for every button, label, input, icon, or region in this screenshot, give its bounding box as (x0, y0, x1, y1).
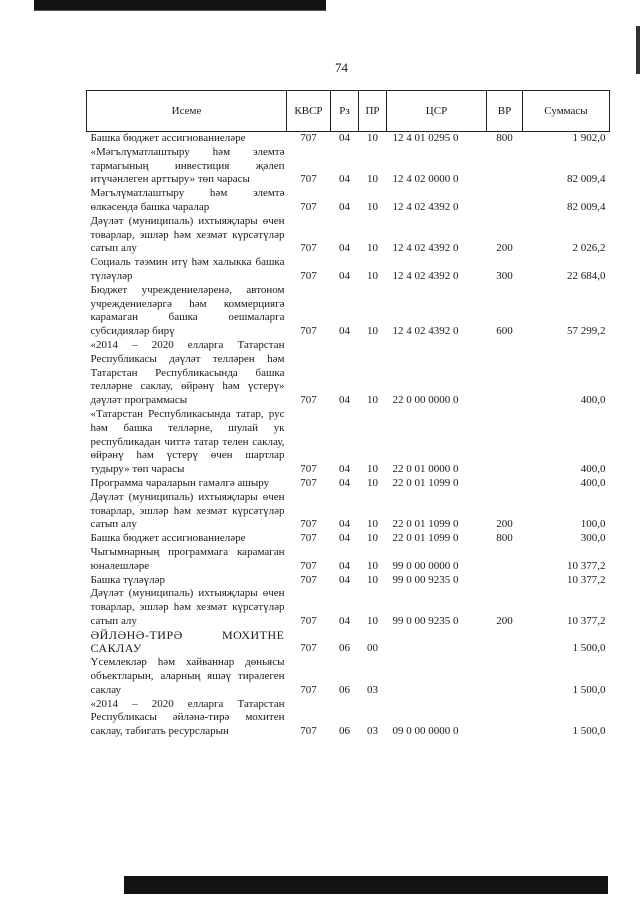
cell-csr: 22 0 01 1099 0 (392, 476, 459, 489)
header-sum: Суммасы (523, 91, 610, 132)
cell-vr (487, 187, 523, 215)
cell-rz: 04 (339, 476, 350, 489)
cell-rz: 04 (339, 269, 350, 282)
cell-sum: 400,0 (580, 394, 606, 407)
cell-rz: 04 (339, 518, 350, 531)
cell-sum: 22 684,0 (567, 269, 606, 282)
cell-rz: 04 (339, 614, 350, 627)
cell-csr: 12 4 02 4392 0 (392, 269, 459, 282)
table-row (87, 146, 610, 187)
cell-kvsr: 707 (300, 518, 317, 531)
table-row (87, 215, 610, 256)
cell-name: ӘЙЛӘНӘ-ТИРӘ МОХИТНЕ САКЛАУ (90, 627, 285, 656)
table-row (87, 339, 610, 408)
cell-kvsr: 707 (300, 394, 317, 407)
cell-sum: 300,0 (580, 532, 606, 545)
budget-table-container (86, 90, 609, 739)
cell-kvsr: 707 (300, 559, 317, 572)
cell-kvsr: 707 (300, 683, 317, 696)
cell-kvsr: 707 (300, 132, 317, 144)
scan-edge-top (34, 0, 326, 11)
table-body (87, 132, 610, 740)
cell-csr: 12 4 01 0295 0 (392, 132, 459, 144)
cell-rz: 04 (339, 559, 350, 572)
cell-sum: 1 500,0 (572, 642, 606, 655)
table-row (87, 656, 610, 697)
cell-name: Дәүләт (муниципаль) ихтыяҗлары өчен товарлар, эшләр һәм хезмәт күрсәтүләр сатып алу (90, 587, 285, 627)
cell-csr: 99 0 00 9235 0 (392, 614, 459, 627)
cell-sum: 10 377,2 (567, 614, 606, 627)
cell-rz: 04 (339, 463, 350, 476)
cell-csr: 22 0 01 1099 0 (392, 532, 459, 545)
header-csr: ЦСР (387, 91, 487, 132)
cell-vr: 300 (496, 269, 513, 282)
cell-pr: 10 (367, 394, 378, 407)
cell-vr (487, 546, 523, 574)
cell-name: Башка түләүләр (90, 573, 166, 586)
cell-csr: 99 0 00 9235 0 (392, 573, 459, 586)
cell-rz: 06 (339, 642, 350, 655)
table-row (87, 491, 610, 532)
budget-table (86, 90, 610, 739)
cell-rz: 04 (339, 325, 350, 338)
cell-vr (487, 477, 523, 491)
cell-vr: 800 (496, 132, 513, 144)
cell-vr: 800 (496, 532, 513, 545)
cell-kvsr: 707 (300, 200, 317, 213)
header-name: Исеме (87, 91, 287, 132)
table-row (87, 187, 610, 215)
cell-csr: 22 0 01 1099 0 (392, 518, 459, 531)
cell-name: Чыгымнарның программага карамаган юнәлешләре (90, 545, 285, 572)
cell-sum: 1 902,0 (572, 132, 606, 144)
cell-kvsr: 707 (300, 532, 317, 545)
cell-name: Мәгълүматлаштыру һәм элемтә өлкәсендә башка чаралар (90, 187, 285, 213)
cell-kvsr: 707 (300, 573, 317, 586)
cell-sum: 10 377,2 (567, 573, 606, 586)
cell-rz: 06 (339, 683, 350, 696)
cell-name: Үсемлекләр һәм хайваннар дөньясы объектларын, аларның яшәү тирәлеген саклау (90, 656, 285, 696)
header-rz: Рз (331, 91, 359, 132)
cell-vr: 200 (496, 518, 513, 531)
cell-csr: 12 4 02 0000 0 (392, 173, 459, 186)
cell-pr: 03 (367, 725, 378, 738)
table-row (87, 574, 610, 588)
table-row (87, 629, 610, 657)
cell-vr (487, 574, 523, 588)
table-header-row (87, 91, 610, 132)
cell-rz: 04 (339, 242, 350, 255)
cell-vr (487, 339, 523, 408)
cell-rz: 04 (339, 173, 350, 186)
cell-vr: 200 (496, 614, 513, 627)
cell-pr: 10 (367, 476, 378, 489)
table-row (87, 587, 610, 628)
cell-kvsr: 707 (300, 476, 317, 489)
cell-name: Башка бюджет ассигнованиеләре (90, 132, 246, 144)
cell-name: «Татарстан Республикасында татар, рус һәм башка телләрне, шулай ук республикадан читтә татар телен саклау, өйрәнү һәм үстерү өчен шартлар тудыру» төп чарасы (90, 407, 285, 476)
cell-sum: 57 299,2 (567, 325, 606, 338)
cell-name: Социаль тәэмин итү һәм халыкка башка түләүләр (90, 256, 285, 282)
cell-pr: 10 (367, 173, 378, 186)
header-vr: ВР (487, 91, 523, 132)
table-row (87, 532, 610, 546)
cell-kvsr: 707 (300, 642, 317, 655)
cell-kvsr: 707 (300, 614, 317, 627)
cell-pr: 10 (367, 132, 378, 144)
cell-vr (487, 629, 523, 657)
cell-pr: 10 (367, 463, 378, 476)
cell-sum: 400,0 (580, 476, 606, 489)
cell-pr: 03 (367, 683, 378, 696)
cell-csr (387, 656, 487, 697)
header-kvsr: КВСР (287, 91, 331, 132)
cell-pr: 10 (367, 242, 378, 255)
scan-edge-bottom (124, 876, 608, 894)
cell-kvsr: 707 (300, 242, 317, 255)
cell-pr: 10 (367, 269, 378, 282)
cell-pr: 00 (367, 642, 378, 655)
cell-sum: 400,0 (580, 463, 606, 476)
cell-vr (487, 656, 523, 697)
cell-pr: 10 (367, 518, 378, 531)
cell-sum: 1 500,0 (572, 683, 606, 696)
cell-sum: 2 026,2 (572, 242, 606, 255)
cell-rz: 06 (339, 725, 350, 738)
cell-rz: 04 (339, 573, 350, 586)
cell-pr: 10 (367, 573, 378, 586)
cell-name: «2014 – 2020 елларга Татарстан Республикасы әйләнә-тирә мохитен саклау, табигать ресурсларын (90, 697, 285, 738)
cell-vr (487, 408, 523, 477)
cell-sum: 100,0 (580, 518, 606, 531)
cell-name: Бюджет учреждениеләренә, автоном учреждениеләргә һәм коммерциягә карамаган башка оешмаларга субсидияләр бирү (90, 283, 285, 338)
table-row (87, 256, 610, 284)
cell-csr: 12 4 02 4392 0 (392, 200, 459, 213)
cell-rz: 04 (339, 200, 350, 213)
cell-name: Башка бюджет ассигнованиеләре (90, 532, 246, 545)
cell-csr (387, 629, 487, 657)
cell-csr: 22 0 01 0000 0 (392, 463, 459, 476)
cell-csr: 12 4 02 4392 0 (392, 242, 459, 255)
cell-vr: 200 (496, 242, 513, 255)
cell-kvsr: 707 (300, 269, 317, 282)
cell-pr: 10 (367, 200, 378, 213)
cell-sum: 82 009,4 (567, 200, 606, 213)
page-number: 74 (335, 60, 348, 75)
cell-csr: 12 4 02 4392 0 (392, 325, 459, 338)
cell-name: Дәүләт (муниципаль) ихтыяҗлары өчен товарлар, эшләр һәм хезмәт күрсәтүләр сатып алу (90, 214, 285, 255)
cell-kvsr: 707 (300, 463, 317, 476)
cell-sum: 10 377,2 (567, 559, 606, 572)
cell-kvsr: 707 (300, 325, 317, 338)
cell-pr: 10 (367, 614, 378, 627)
cell-kvsr: 707 (300, 173, 317, 186)
cell-csr: 22 0 00 0000 0 (392, 394, 459, 407)
cell-kvsr: 707 (300, 725, 317, 738)
cell-csr: 09 0 00 0000 0 (392, 725, 459, 738)
table-row (87, 477, 610, 491)
cell-rz: 04 (339, 132, 350, 144)
cell-name: «2014 – 2020 елларга Татарстан Республикасы дәүләт телләрен һәм Татарстан Республикасында башка телләрне саклау, өйрәнү һәм үстерү» дәүләт программасы (90, 338, 285, 407)
table-row (87, 408, 610, 477)
cell-pr: 10 (367, 559, 378, 572)
cell-name: Дәүләт (муниципаль) ихтыяҗлары өчен товарлар, эшләр һәм хезмәт күрсәтүләр сатып алу (90, 490, 285, 531)
cell-vr (487, 146, 523, 187)
table-row (87, 284, 610, 339)
cell-vr (487, 698, 523, 739)
cell-pr: 10 (367, 532, 378, 545)
cell-name: Программа чараларын гамәлгә ашыру (90, 476, 270, 489)
cell-sum: 1 500,0 (572, 725, 606, 738)
cell-rz: 04 (339, 394, 350, 407)
cell-name: «Мәгълүматлаштыру һәм элемтә тармагының инвестиция җәлеп итүчәнлеген арттыру» төп чарасы (90, 145, 285, 186)
header-pr: ПР (359, 91, 387, 132)
cell-pr: 10 (367, 325, 378, 338)
cell-vr: 600 (496, 325, 513, 338)
table-row (87, 132, 610, 146)
cell-rz: 04 (339, 532, 350, 545)
table-row (87, 546, 610, 574)
table-row (87, 698, 610, 739)
cell-sum: 82 009,4 (567, 173, 606, 186)
cell-csr: 99 0 00 0000 0 (392, 559, 459, 572)
